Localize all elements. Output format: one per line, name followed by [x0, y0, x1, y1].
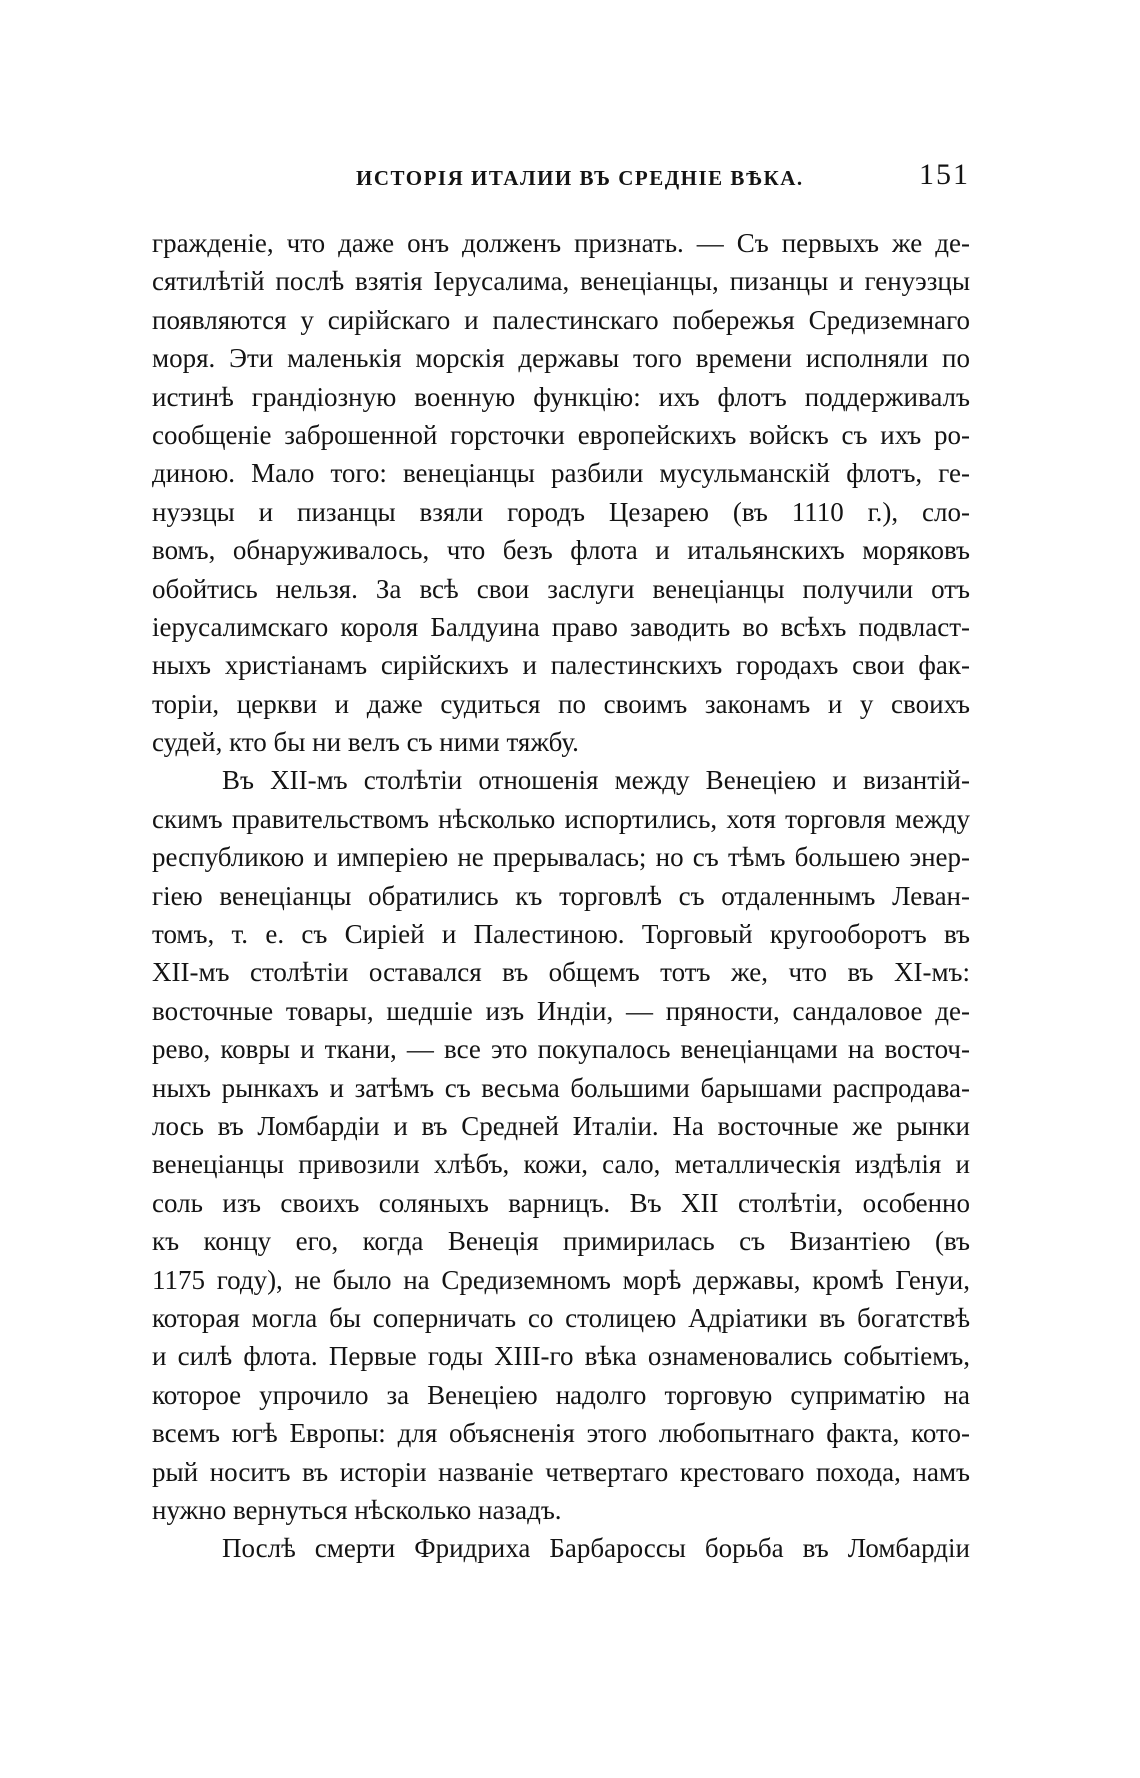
- text-line: скимъ правительствомъ нѣсколько испортились, хотя торговля между: [152, 803, 970, 834]
- text-line: истинѣ грандіозную военную функцію: ихъ флотъ поддерживалъ: [152, 381, 970, 412]
- running-title: ИСТОРІЯ ИТАЛИИ ВЪ СРЕДНІЕ ВѢКА.: [356, 166, 804, 190]
- text-line: моря. Эти маленькія морскія державы того времени исполняли по: [152, 343, 970, 374]
- text-line: восточные товары, шедшіе изъ Индіи, — пряности, сандаловое де-: [152, 995, 970, 1026]
- text-line: и силѣ флота. Первые годы XIII-го вѣка ознаменовались событіемъ,: [152, 1341, 970, 1372]
- text-line: которое упрочило за Венеціею надолго торговую суприматію на: [152, 1379, 970, 1410]
- text-line: венеціанцы привозили хлѣбъ, кожи, сало, металлическія издѣлія и: [152, 1149, 970, 1180]
- text-line: сятилѣтій послѣ взятія Іерусалима, венеціанцы, пизанцы и генуэзцы: [152, 266, 970, 297]
- text-line: гражденіе, что даже онъ долженъ признать. — Съ первыхъ же де-: [152, 228, 970, 258]
- text-line: къ концу его, когда Венеція примирилась съ Византіею (въ: [152, 1226, 970, 1257]
- text-line: нуэзцы и пизанцы взяли городъ Цезарею (въ 1110 г.), сло-: [152, 496, 970, 527]
- paragraph-1: [152, 224, 970, 761]
- text-line: лось въ Ломбардіи и въ Средней Италіи. На восточные же рынки: [152, 1110, 970, 1141]
- text-line: всемъ югѣ Европы: для объясненія этого любопытнаго факта, кото-: [152, 1418, 970, 1449]
- text-line: XII-мъ столѣтіи оставался въ общемъ тотъ же, что въ XI-мъ:: [152, 957, 970, 988]
- text-line: судей, кто бы ни велъ съ ними тяжбу.: [152, 727, 579, 758]
- text-line: ныхъ христіанамъ сирійскихъ и палестинскихъ городахъ свои фак-: [152, 650, 970, 681]
- text-line: ныхъ рынкахъ и затѣмъ съ весьма большими барышами распродава-: [152, 1072, 970, 1103]
- text-line: соль изъ своихъ соляныхъ варницъ. Въ XII столѣтіи, особенно: [152, 1187, 970, 1218]
- text-line: рый носитъ въ исторіи названіе четвертаго крестоваго похода, намъ: [152, 1456, 970, 1487]
- text-line: появляются у сирійскаго и палестинскаго побережья Средиземнаго: [152, 304, 970, 335]
- text-line: 1175 году), не было на Средиземномъ морѣ державы, кромѣ Генуи,: [152, 1264, 970, 1295]
- text-line: нужно вернуться нѣсколько назадъ.: [152, 1494, 562, 1525]
- page-number: 151: [919, 158, 970, 191]
- text-line: обойтись нельзя. За всѣ свои заслуги венеціанцы получили отъ: [152, 573, 970, 604]
- text-line: диною. Мало того: венеціанцы разбили мусульманскій флотъ, ге-: [152, 458, 970, 489]
- text-line: томъ, т. е. съ Сиріей и Палестиною. Торговый кругооборотъ въ: [152, 919, 970, 950]
- paragraph-3: [152, 1529, 970, 1567]
- text-line: республикою и имперіею не прерывалась; но съ тѣмъ большею энер-: [152, 842, 970, 873]
- body-text: [152, 224, 970, 1568]
- text-line: іерусалимскаго короля Балдуина право заводить во всѣхъ подвласт-: [152, 611, 970, 642]
- text-line: гіею венеціанцы обратились къ торговлѣ съ отдаленнымъ Леван-: [152, 880, 970, 911]
- text-line: Въ XII-мъ столѣтіи отношенія между Венеціею и византій-: [222, 765, 970, 796]
- text-line: вомъ, обнаруживалось, что безъ флота и итальянскихъ моряковъ: [152, 535, 970, 566]
- text-line: сообщеніе заброшенной горсточки европейскихъ войскъ съ ихъ ро-: [152, 419, 970, 450]
- text-line: рево, ковры и ткани, — все это покупалось венеціанцами на восточ-: [152, 1034, 970, 1065]
- running-header: [152, 160, 970, 196]
- text-line: которая могла бы соперничать со столицею Адріатики въ богатствѣ: [152, 1302, 970, 1333]
- text-line: Послѣ смерти Фридриха Барбароссы борьба въ Ломбардіи: [222, 1533, 970, 1564]
- paragraph-2: [152, 761, 970, 1529]
- text-line: торіи, церкви и даже судиться по своимъ законамъ и у своихъ: [152, 688, 970, 719]
